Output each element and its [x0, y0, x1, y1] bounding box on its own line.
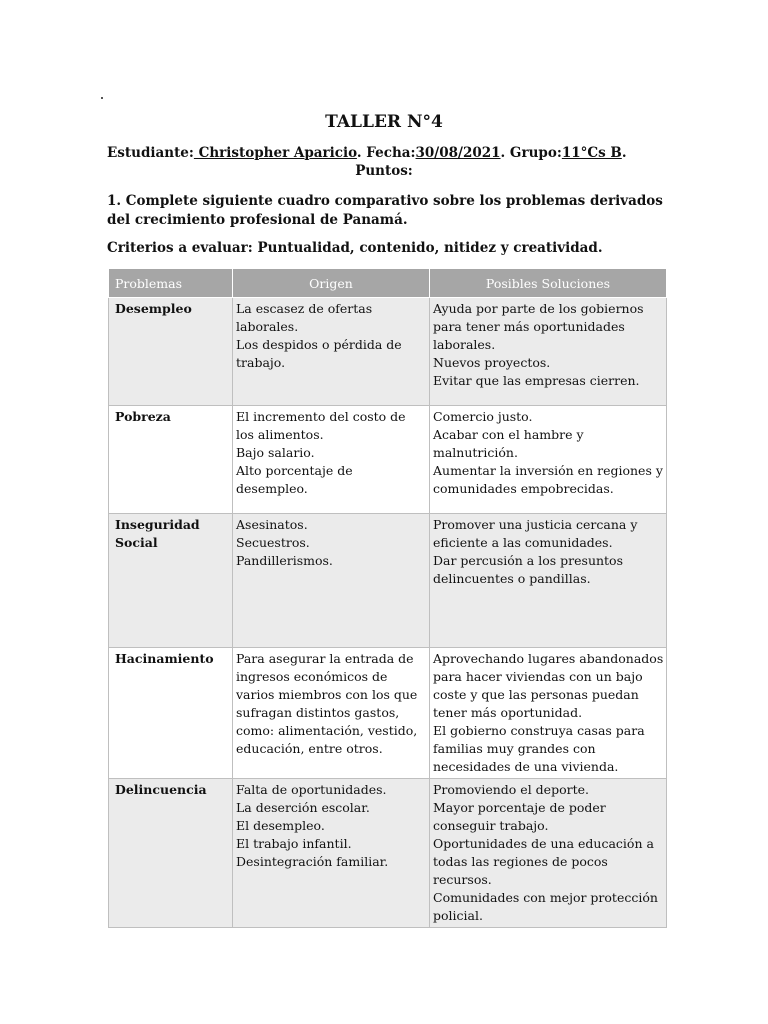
solution-text: Aumentar la inversión en regiones y comunidades empobrecidas.	[433, 463, 663, 496]
student-label: Estudiante:	[107, 145, 194, 161]
page-title: TALLER N°4	[325, 112, 443, 132]
solution-text: El gobierno construya casas para familias muy grandes con necesidades de una vivienda.	[433, 723, 645, 774]
solution-text: Promoviendo el deporte.	[433, 782, 589, 797]
origin-text: El incremento del costo de los alimentos.	[236, 409, 406, 442]
solution-text: Promover una justicia cercana y eficiente a las comunidades.	[433, 517, 638, 550]
problem-cell	[109, 648, 233, 779]
solution-text: Comunidades con mejor protección policial.	[433, 890, 658, 923]
comparison-table	[108, 268, 667, 928]
date-value: 30/08/2021	[415, 145, 501, 161]
solution-text: Nuevos proyectos.	[433, 355, 551, 370]
origin-text: Los despidos o pérdida de trabajo.	[236, 337, 402, 370]
origin-text: Para asegurar la entrada de ingresos económicos de varios miembros con los que sufragan distintos gastos, como: alimentación, vestido, educación, entre otros.	[236, 651, 418, 756]
origin-text: Secuestros.	[236, 535, 310, 550]
origin-text: Asesinatos.	[236, 517, 308, 532]
student-info-line	[107, 145, 627, 161]
solution-text: Acabar con el hambre y malnutrición.	[433, 427, 584, 460]
origin-text: La escasez de ofertas laborales.	[236, 301, 373, 334]
origin-text: Alto porcentaje de desempleo.	[236, 463, 353, 496]
header-soluciones: Posibles Soluciones	[430, 269, 667, 298]
instruction-text: 1. Complete siguiente cuadro comparativo sobre los problemas derivados del crecimiento profesional de Panamá.	[107, 193, 663, 228]
table-row	[109, 298, 667, 406]
origin-cell	[233, 648, 430, 779]
problem-cell	[109, 779, 233, 928]
student-name: Christopher Aparicio	[193, 145, 357, 161]
solutions-cell	[430, 406, 667, 514]
problem-text: Social	[115, 535, 158, 550]
solution-text: Oportunidades de una educación a todas las regiones de pocos recursos.	[433, 836, 654, 887]
table-row	[109, 779, 667, 928]
origin-text: Desintegración familiar.	[236, 854, 389, 869]
problem-text: Delincuencia	[115, 782, 207, 797]
solution-text: Ayuda por parte de los gobiernos para tener más oportunidades laborales.	[433, 301, 644, 352]
problem-text: Inseguridad	[115, 517, 200, 532]
solutions-cell	[430, 514, 667, 648]
problem-cell	[109, 298, 233, 406]
problem-cell	[109, 406, 233, 514]
stray-dot	[101, 97, 103, 99]
problem-text: Desempleo	[115, 301, 192, 316]
solution-text: Dar percusión a los presuntos delincuentes o pandillas.	[433, 553, 624, 586]
origin-cell	[233, 514, 430, 648]
origin-text: Falta de oportunidades.	[236, 782, 387, 797]
problem-text: Hacinamiento	[115, 651, 214, 666]
origin-cell	[233, 298, 430, 406]
solution-text: Aprovechando lugares abandonados para hacer viviendas con un bajo coste y que las personas puedan tener más oportunidad.	[433, 651, 664, 720]
solutions-cell	[430, 298, 667, 406]
table-row	[109, 514, 667, 648]
table-row	[109, 648, 667, 779]
date-label: . Fecha:	[356, 145, 416, 161]
origin-text: El desempleo.	[236, 818, 325, 833]
solution-text: Evitar que las empresas cierren.	[433, 373, 640, 388]
problem-text: Pobreza	[115, 409, 171, 424]
origin-cell	[233, 406, 430, 514]
solution-text: Comercio justo.	[433, 409, 533, 424]
criteria-text: Criterios a evaluar: Puntualidad, contenido, nitidez y creatividad.	[107, 240, 603, 256]
origin-text: Pandillerismos.	[236, 553, 333, 568]
header-problemas: Problemas	[109, 269, 233, 298]
solutions-cell	[430, 779, 667, 928]
origin-text: El trabajo infantil.	[236, 836, 352, 851]
origin-text: La deserción escolar.	[236, 800, 370, 815]
end-dot: .	[621, 145, 627, 161]
header-origen: Origen	[233, 269, 430, 298]
table-header-row	[109, 269, 667, 298]
origin-cell	[233, 779, 430, 928]
points-label: Puntos:	[355, 163, 413, 179]
problem-cell	[109, 514, 233, 648]
group-value: 11°Cs B	[561, 145, 622, 161]
group-label: . Grupo:	[500, 145, 562, 161]
solution-text: Mayor porcentaje de poder conseguir trabajo.	[433, 800, 606, 833]
table-row	[109, 406, 667, 514]
origin-text: Bajo salario.	[236, 445, 315, 460]
solutions-cell	[430, 648, 667, 779]
